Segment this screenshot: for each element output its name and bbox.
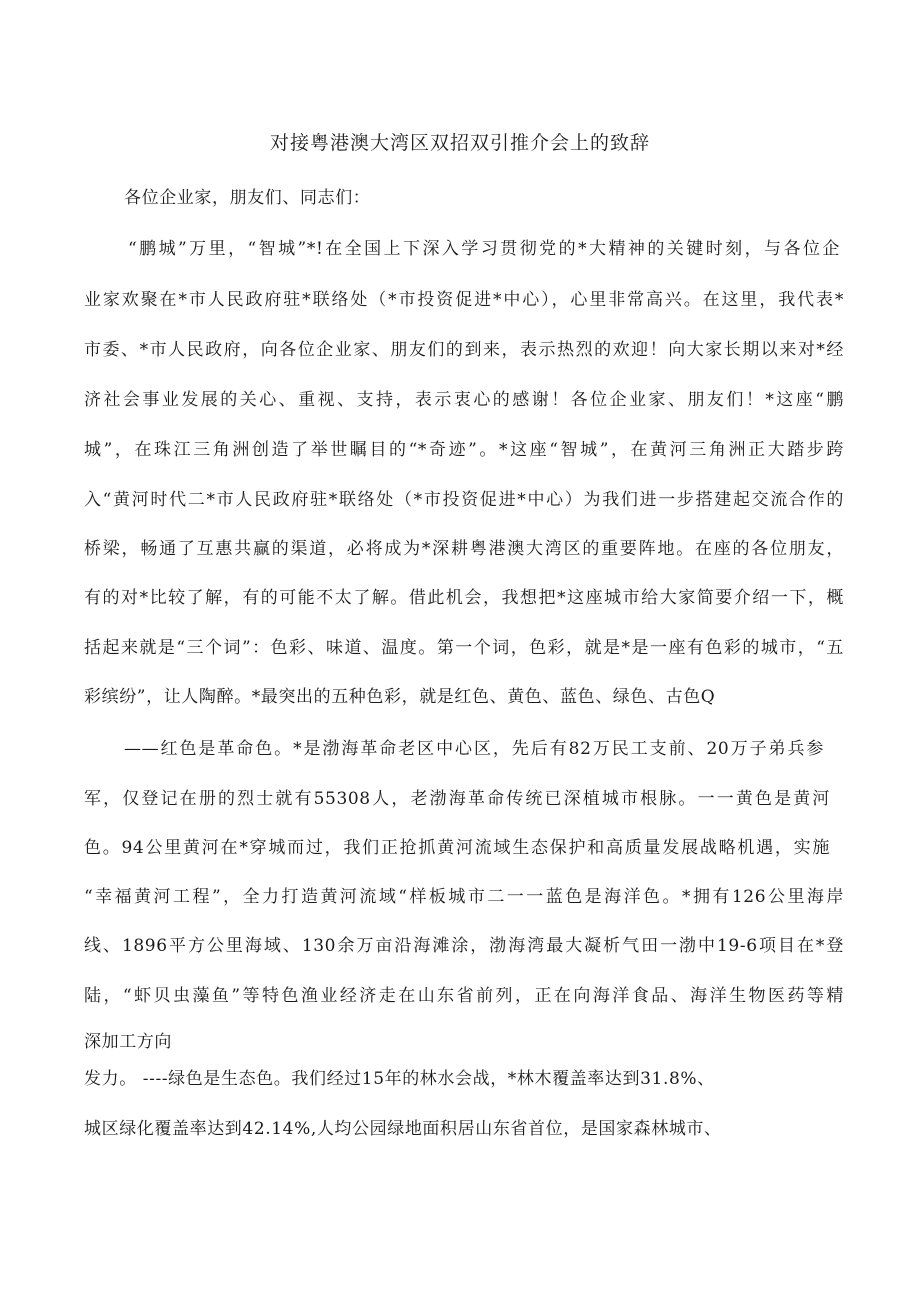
paragraph-line: ——红色是革命色。*是渤海革命老区中心区，先后有82万民工支前、20万子弟兵参 [124, 739, 824, 759]
document-title: 对接粤港澳大湾区双招双引推介会上的致辞 [269, 132, 650, 154]
paragraph-line: 线、1896平方公里海域、130余万亩沿海滩涂，渤海湾最大凝析气田一渤中19-6项目在*登 [84, 936, 844, 956]
salutation-line: 各位企业家，朋友们、同志们： [124, 188, 371, 208]
paragraph-line: 陆，“虾贝虫藻鱼”等特色渔业经济走在山东省前列，正在向海洋食品、海洋生物医药等精 [84, 986, 844, 1006]
paragraph-line: “鹏城”万里，“智城”*!在全国上下深入学习贯彻党的*大精神的关键时刻，与各位企 [128, 239, 840, 259]
paragraph-line: 有的对*比较了解，有的可能不太了解。借此机会，我想把*这座城市给大家简要介绍一下，概 [84, 588, 844, 608]
paragraph-line: 市委、*市人民政府，向各位企业家、朋友们的到来，表示热烈的欢迎！向大家长期以来对*经 [84, 340, 844, 360]
paragraph-line: 城区绿化覆盖率达到42.14%,人均公园绿地面积居山东省首位，是国家森林城市、 [84, 1119, 722, 1139]
paragraph-line: 发力。 ----绿色是生态色。我们经过15年的林水会战，*林木覆盖率达到31.8%、 [84, 1069, 715, 1089]
paragraph-line: 桥梁，畅通了互惠共赢的渠道，必将成为*深耕粤港澳大湾区的重要阵地。在座的各位朋友， [84, 539, 844, 559]
paragraph-line: 济社会事业发展的关心、重视、支持，表示衷心的感谢！各位企业家、朋友们！*这座“鹏 [84, 390, 844, 410]
paragraph-line: 括起来就是“三个词”：色彩、味道、温度。第一个词，色彩，就是*是一座有色彩的城市，“五 [84, 638, 844, 658]
paragraph-line: 城”，在珠江三角洲创造了举世瞩目的“*奇迹”。*这座“智城”，在黄河三角洲正大踏步跨 [84, 440, 844, 460]
paragraph-line: “幸福黄河工程”，全力打造黄河流域“样板城市二一一蓝色是海洋色。*拥有126公里海岸 [84, 887, 844, 907]
paragraph-line: 深加工方向 [84, 1032, 172, 1052]
paragraph-line: 彩缤纷”，让人陶醉。*最突出的五种色彩，就是红色、黄色、蓝色、绿色、古色Q [84, 687, 716, 707]
paragraph-line: 入“黄河时代二*市人民政府驻*联络处（*市投资促进*中心）为我们进一步搭建起交流合作的 [84, 490, 844, 510]
paragraph-line: 业家欢聚在*市人民政府驻*联络处（*市投资促进*中心），心里非常高兴。在这里，我代表* [84, 290, 844, 310]
paragraph-line: 色。94公里黄河在*穿城而过，我们正抢抓黄河流域生态保护和高质量发展战略机遇，实施 [84, 838, 830, 858]
paragraph-line: 军，仅登记在册的烈士就有55308人，老渤海革命传统已深植城市根脉。一一黄色是黄河 [84, 789, 830, 809]
